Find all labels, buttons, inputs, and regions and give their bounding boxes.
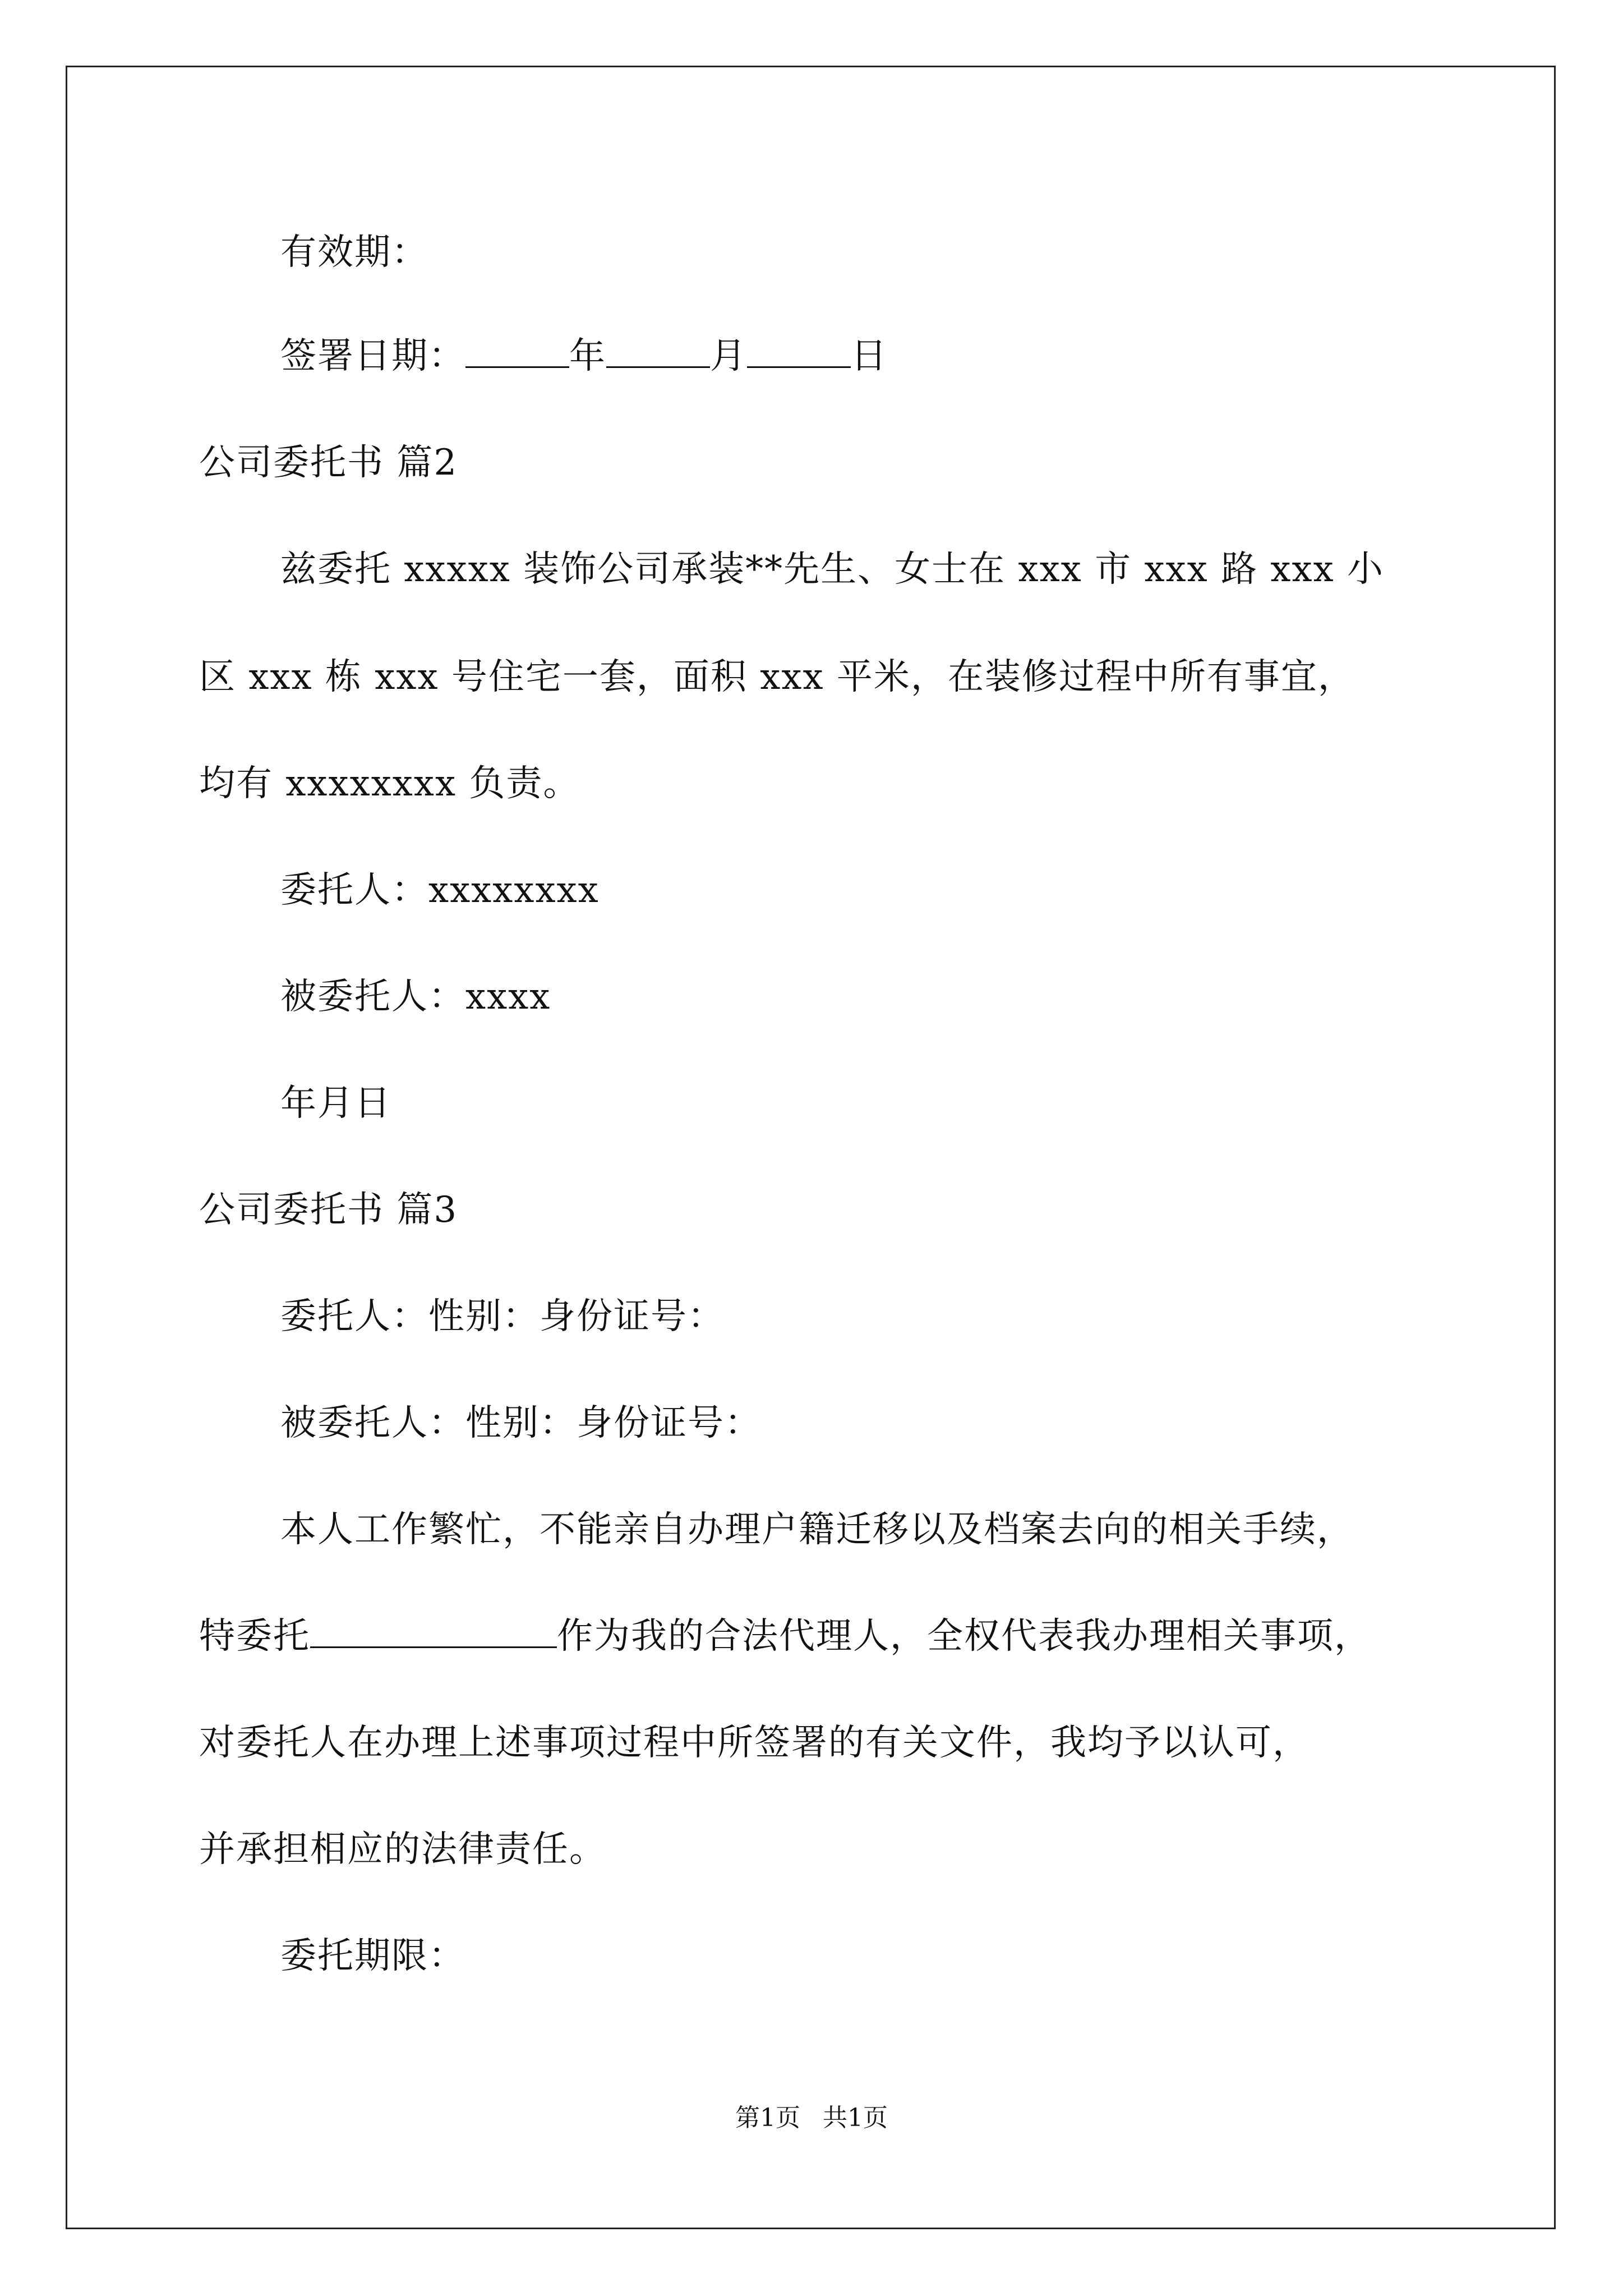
year-blank[interactable] [465, 337, 569, 368]
page-number: 第1页 [735, 2104, 800, 2132]
month-blank[interactable] [606, 337, 710, 368]
agent-line: 被委托人：xxxx [280, 976, 551, 1018]
page-total: 共1页 [823, 2104, 888, 2132]
term-line: 委托期限： [280, 1935, 465, 1977]
section-heading-3: 公司委托书 篇3 [199, 1189, 458, 1231]
paragraph-1-line-1: 兹委托 xxxxx 装饰公司承装**先生、女士在 xxx 市 xxx 路 xxx 小 [280, 549, 1385, 590]
agent-info-line: 被委托人：性别：身份证号： [280, 1402, 762, 1444]
agent-name-blank[interactable] [310, 1617, 557, 1648]
sign-date-line [280, 334, 888, 379]
date-line: 年月日 [280, 1083, 391, 1124]
principal-info-line: 委托人：性别：身份证号： [280, 1296, 725, 1337]
paragraph-2-line-4: 并承担相应的法律责任。 [199, 1829, 606, 1870]
sign-date-label: 签署日期： [280, 335, 465, 377]
day-label: 日 [851, 335, 888, 377]
paragraph-2-line-2 [199, 1614, 1371, 1659]
section-heading-2: 公司委托书 篇2 [199, 442, 458, 484]
entrust-label: 特委托 [199, 1616, 310, 1657]
day-blank[interactable] [747, 337, 851, 368]
validity-line: 有效期： [280, 232, 428, 273]
page-footer [0, 2102, 1623, 2134]
principal-line: 委托人：xxxxxxxx [280, 869, 600, 911]
paragraph-2-line-1: 本人工作繁忙，不能亲自办理户籍迁移以及档案去向的相关手续， [280, 1509, 1354, 1550]
paragraph-2-line-3: 对委托人在办理上述事项过程中所签署的有关文件，我均予以认可， [199, 1722, 1310, 1764]
page-border [66, 66, 1556, 2229]
entrust-rest: 作为我的合法代理人，全权代表我办理相关事项， [557, 1616, 1371, 1657]
paragraph-1-line-3: 均有 xxxxxxxx 负责。 [199, 763, 580, 804]
year-label: 年 [569, 335, 606, 377]
month-label: 月 [710, 335, 747, 377]
paragraph-1-line-2: 区 xxx 栋 xxx 号住宅一套，面积 xxx 平米，在装修过程中所有事宜， [199, 656, 1355, 698]
